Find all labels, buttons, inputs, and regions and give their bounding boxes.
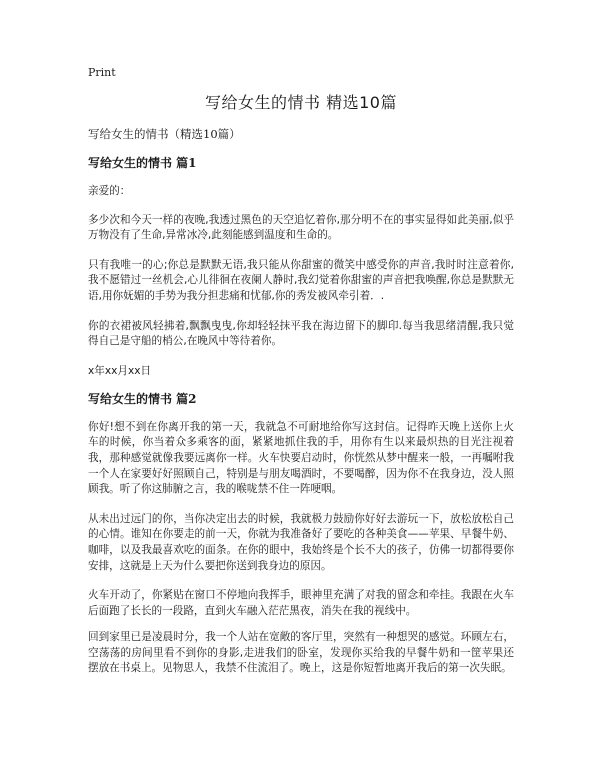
letter-date: x年xx月xx日 — [88, 364, 152, 377]
document-title: 写给女生的情书 精选10篇 — [205, 93, 397, 112]
letter-greeting: 亲爱的： — [88, 185, 131, 197]
document-subtitle: 写给女生的情书（精选10篇） — [88, 127, 241, 141]
letter-paragraph: 只有我唯一的心;你总是默默无语,我只能从你甜蜜的微笑中感受你的声音,我时时注意着你,我不愿错过一丝机会,心儿徘徊在夜阑人静时,我幻觉着你甜蜜的声音把我唤醒,你总是默默无语,用你妩媚的手势为我分担悲痛和忧郁,你的秀发被风牵引着．. — [88, 258, 514, 302]
letter-paragraph: 火车开动了，你紧贴在窗口不停地向我挥手，眼神里充满了对我的留念和牵挂。我跟在火车后面跑了长长的一段路，直到火车融入茫茫黑夜，消失在我的视线中。 — [88, 589, 514, 617]
section-heading: 写给女生的情书 篇2 — [88, 391, 197, 406]
section-heading: 写给女生的情书 篇1 — [88, 156, 197, 170]
letter-paragraph: 从未出过远门的你，当你决定出去的时候，我就极力鼓励你好好去游玩一下，放松放松自己的心情。谁知在你要走的前一天，你就为我准备好了要吃的各种美食——苹果、早餐牛奶、咖啡，以及我最喜欢吃的面条。在你的眼中，我始终是个长不大的孩子，仿佛一切都得要你安排，这就是上天为什么要把你送到我身边的原因。 — [88, 512, 514, 572]
letter-section-1 — [88, 155, 514, 379]
document-page — [88, 66, 514, 691]
letter-paragraph: 回到家里已是凌晨时分，我一个人站在宽敞的客厅里，突然有一种想哭的感觉。环顾左右，空荡荡的房间里看不到你的身影,走进我们的卧室，发现你买给我的早餐牛奶和一筐苹果还摆放在书桌上。见物思人，我禁不住流泪了。晚上，这是你短暂地离开我后的第一次失眠。 — [88, 631, 514, 675]
print-label: Print — [88, 66, 116, 79]
letter-paragraph: 多少次和今天一样的夜晚,我透过黑色的天空追忆着你,那分明不在的事实显得如此美丽,似乎万物没有了生命,异常冰冷,此刻能感到温度和生命的。 — [88, 213, 514, 242]
letter-paragraph: 你的衣裙被风轻拂着,飘飘曳曳,你却轻轻抹平我在海边留下的脚印.每当我思绪清醒,我只觉得自己是守船的梢公,在晚风中等待着你。 — [88, 319, 514, 348]
letter-paragraph: 你好!想不到在你离开我的第一天，我就急不可耐地给你写这封信。记得昨天晚上送你上火车的时候，你当着众多乘客的面，紧紧地抓住我的手，用你有生以来最炽热的目光注视着我，那种感觉就像我要远离你一样。火车快要启动时，你恍然从梦中醒来一般，一再嘱咐我一个人在家要好好照顾自己，特别是与朋友喝酒时，不要喝醉，因为你不在我身边，没人照顾我。听了你这肺腑之言，我的喉咙禁不住一阵哽咽。 — [88, 420, 514, 496]
letter-section-2 — [88, 391, 514, 677]
